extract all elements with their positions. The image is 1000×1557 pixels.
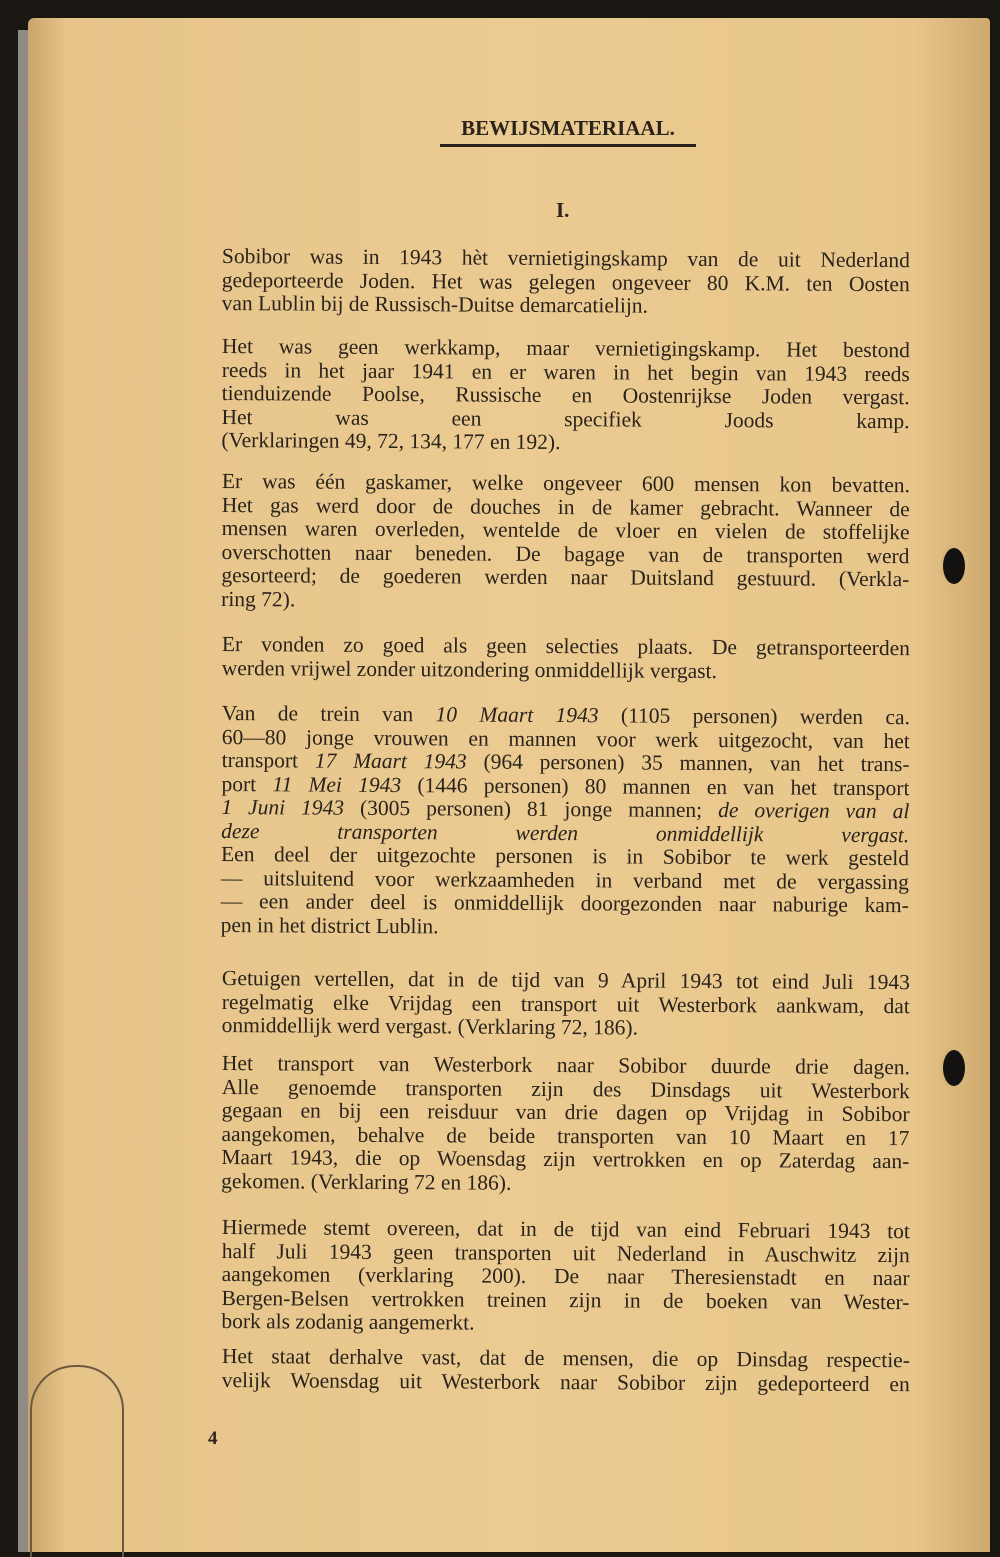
page-curl bbox=[30, 1365, 124, 1557]
text-run: (1446 personen) 80 mannen en van het transport bbox=[401, 772, 910, 800]
text-run: reeds in het jaar 1941 en er waren in het begin van 1943 reeds bbox=[221, 357, 910, 386]
text-run: werden vrijwel zonder uitzondering onmiddellijk vergast. bbox=[221, 655, 718, 683]
text-run: onmiddellijk werd vergast. (Verklaring 72, 186). bbox=[221, 1012, 639, 1040]
text-run: ring 72). bbox=[221, 586, 296, 611]
text-run: Het was een specifiek Joods kamp. bbox=[221, 404, 910, 433]
text-line bbox=[222, 292, 910, 320]
text-run: 60—80 jonge vrouwen en mannen voor werk uitgezocht, van het bbox=[221, 724, 910, 753]
text-run: aangekomen (verklaring 200). De naar Theresienstadt en naar bbox=[221, 1261, 910, 1291]
text-run: (964 personen) 35 mannen, van het trans- bbox=[466, 749, 910, 777]
text-line bbox=[221, 1310, 909, 1338]
text-line bbox=[221, 1169, 909, 1197]
text-run: (1105 personen) werden ca. bbox=[598, 703, 911, 730]
text-run: pen in het district Lublin. bbox=[220, 912, 439, 938]
italic-text: deze transporten werden onmiddellijk vergast. bbox=[221, 818, 910, 847]
paragraph bbox=[222, 1345, 910, 1396]
text-run: Sobibor was in 1943 hèt vernietigingskamp van de uit Nederland bbox=[221, 244, 910, 273]
text-run: Het was geen werkkamp, maar vernietigingskamp. Het bestond bbox=[221, 334, 910, 363]
italic-text: 10 Maart 1943 bbox=[435, 702, 599, 728]
text-line bbox=[222, 1014, 910, 1042]
text-run: Alle genoemde transporten zijn des Dinsdags uit Westerbork bbox=[221, 1074, 910, 1103]
paragraph bbox=[221, 1052, 910, 1197]
text-run: mensen waren overleden, wentelde de vloer en vielen de stoffelijke bbox=[221, 515, 910, 545]
text-run: gekomen. (Verklaring 72 en 186). bbox=[221, 1168, 512, 1195]
page-title: BEWIJSMATERIAAL. bbox=[440, 116, 696, 147]
paragraph bbox=[221, 702, 910, 941]
text-run: Het staat derhalve vast, dat de mensen, die op Dinsdag respectie- bbox=[221, 1344, 910, 1373]
text-run: bork als zodanig aangemerkt. bbox=[221, 1308, 475, 1335]
text-line bbox=[222, 1368, 910, 1396]
text-run: (Verklaringen 49, 72, 134, 177 en 192). bbox=[221, 427, 561, 455]
text-run: Er was één gaskamer, welke ongeveer 600 mensen kon bevatten. bbox=[221, 469, 910, 498]
text-run: overschotten naar beneden. De bagage van de transporten werd bbox=[221, 539, 910, 568]
text-run: — uitsluitend voor werkzaamheden in verband met de vergassing bbox=[220, 865, 909, 894]
text-run: half Juli 1943 geen transporten uit Nederland in Auschwitz zijn bbox=[221, 1238, 910, 1267]
text-line bbox=[221, 587, 909, 615]
text-run: transport bbox=[221, 747, 315, 773]
text-run: Van de trein van bbox=[221, 701, 436, 727]
paragraph bbox=[221, 470, 910, 615]
text-run: port bbox=[221, 771, 273, 796]
section-number: I. bbox=[556, 198, 570, 222]
italic-text: de overigen van al bbox=[718, 798, 910, 824]
text-run: Maart 1943, die op Woensdag zijn vertrokken en op Zaterdag aan- bbox=[221, 1144, 910, 1174]
italic-text: 17 Maart 1943 bbox=[314, 748, 467, 774]
page-number: 4 bbox=[208, 1428, 218, 1449]
text-run: Bergen-Belsen vertrokken treinen zijn in de boeken van Wester- bbox=[221, 1285, 910, 1314]
italic-text: 1 Juni 1943 bbox=[221, 794, 345, 820]
text-run: velijk Woensdag uit Westerbork naar Sobibor zijn gedeporteerd en bbox=[221, 1367, 910, 1396]
paragraph bbox=[221, 1216, 910, 1338]
italic-text: 11 Mei 1943 bbox=[272, 771, 402, 797]
text-line bbox=[221, 564, 909, 592]
paragraph bbox=[221, 335, 910, 457]
text-run: aangekomen, behalve de beide transporten van 10 Maart en 17 bbox=[221, 1121, 910, 1150]
text-run: Het gas werd door de douches in de kamer gebracht. Wanneer de bbox=[221, 492, 910, 521]
text-line bbox=[222, 656, 910, 684]
text-run: Er vonden zo goed als geen selecties plaats. De getransporteerden bbox=[221, 632, 910, 661]
text-run: van Lublin bij de Russisch-Duitse demarcatielijn. bbox=[221, 290, 649, 318]
punch-hole bbox=[940, 545, 968, 587]
text-run: Het transport van Westerbork naar Sobibor duurde drie dagen. bbox=[221, 1051, 910, 1080]
punch-hole bbox=[940, 1047, 968, 1089]
paragraph bbox=[222, 967, 910, 1042]
text-run: Getuigen vertellen, dat in de tijd van 9 April 1943 tot eind Juli 1943 bbox=[221, 966, 910, 995]
text-line bbox=[221, 429, 909, 457]
text-run: tienduizende Poolse, Russische en Oostenrijkse Joden vergast. bbox=[221, 380, 910, 410]
text-line bbox=[221, 913, 909, 941]
text-run: regelmatig elke Vrijdag een transport uit Westerbork aankwam, dat bbox=[221, 989, 910, 1018]
text-run: — een ander deel is onmiddellijk doorgezonden naar naburige kam- bbox=[220, 888, 909, 918]
text-run: gedeporteerde Joden. Het was gelegen ongeveer 80 K.M. ten Oosten bbox=[221, 267, 910, 296]
text-run: Hiermede stemt overeen, dat in de tijd van eind Februari 1943 tot bbox=[221, 1215, 910, 1244]
text-run: Een deel der uitgezochte personen is in Sobibor te werk gesteld bbox=[220, 841, 910, 871]
text-run: (3005 personen) 81 jonge mannen; bbox=[344, 795, 719, 823]
paragraph bbox=[222, 245, 910, 320]
text-run: gegaan en bij een reisduur van drie dagen op Vrijdag in Sobibor bbox=[221, 1097, 910, 1127]
paragraph bbox=[222, 633, 910, 684]
text-run: gesorteerd; de goederen werden naar Duitsland gestuurd. (Verkla- bbox=[221, 562, 910, 592]
